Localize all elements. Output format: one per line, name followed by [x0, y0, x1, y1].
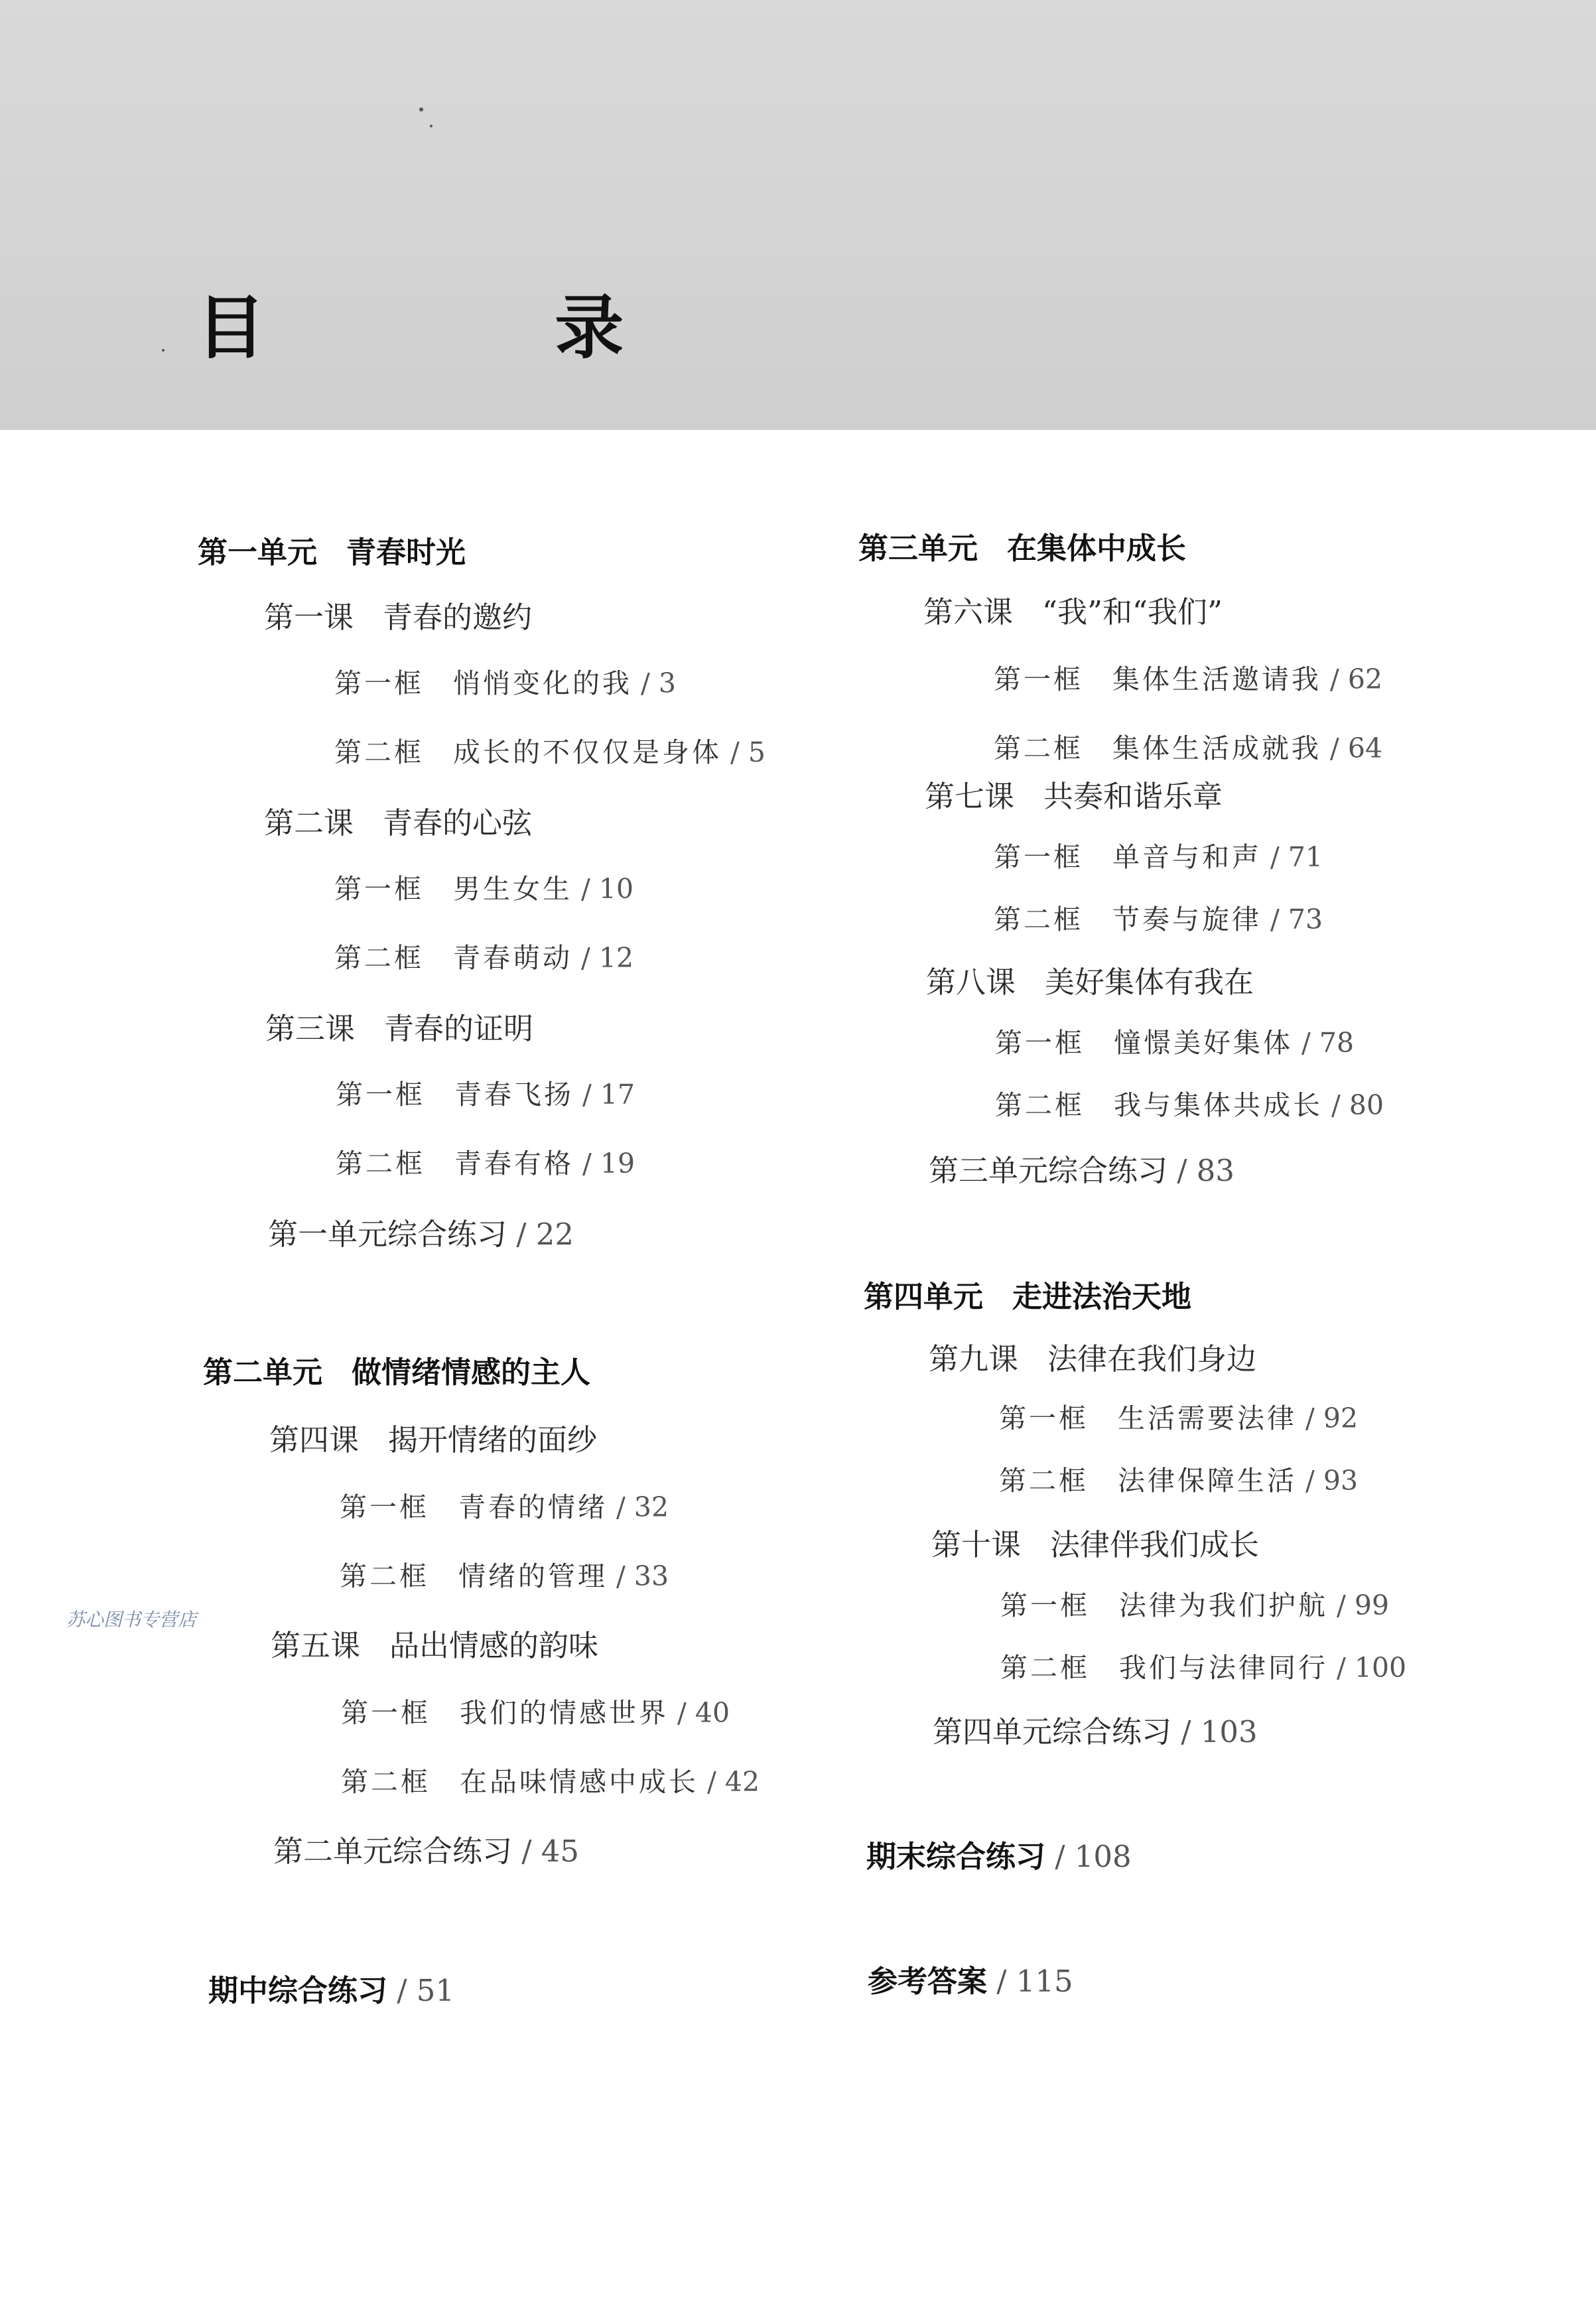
toc-lesson-entry[interactable]	[265, 1011, 534, 1046]
toc-page-number: / 64	[1321, 732, 1383, 764]
toc-frame-title: 集体生活成就我	[1112, 732, 1321, 764]
toc-lesson-entry[interactable]	[264, 805, 533, 841]
toc-lesson-title: 品出情感的韵味	[389, 1628, 599, 1663]
toc-frame-label: 第二框	[336, 1148, 425, 1180]
toc-unit-title: 青春时光	[346, 535, 466, 570]
toc-unit-entry[interactable]	[203, 1355, 591, 1390]
toc-frame-title: 青春的情绪	[458, 1491, 608, 1523]
toc-lesson-entry[interactable]	[271, 1628, 599, 1663]
toc-lesson-title: 法律在我们身边	[1047, 1341, 1257, 1377]
toc-lesson-label: 第四课	[269, 1422, 360, 1457]
toc-unit-title: 在集体中成长	[1007, 531, 1187, 566]
toc-ex-entry[interactable]	[929, 1153, 1235, 1188]
toc-lesson-entry[interactable]	[269, 1422, 598, 1457]
toc-frame-label: 第一框	[340, 1491, 429, 1523]
toc-lesson-title: “我”和“我们”	[1042, 594, 1223, 630]
toc-lesson-label: 第一课	[264, 600, 354, 635]
toc-page-number: / 40	[669, 1697, 730, 1729]
toc-frame-title: 我们与法律同行	[1119, 1652, 1328, 1684]
toc-lesson-label: 第三课	[265, 1011, 356, 1046]
toc-lesson-label: 第八课	[926, 965, 1016, 1000]
toc-ex-title: 第二单元综合练习	[273, 1834, 513, 1869]
toc-lesson-title: 法律伴我们成长	[1050, 1527, 1260, 1562]
toc-frame-entry[interactable]	[340, 1560, 669, 1592]
toc-frame-label: 第二框	[334, 736, 424, 768]
toc-lesson-entry[interactable]	[926, 965, 1254, 1000]
toc-unit-title: 做情绪情感的主人	[352, 1355, 591, 1390]
toc-frame-title: 生活需要法律	[1118, 1402, 1297, 1434]
toc-frame-entry[interactable]	[994, 906, 1323, 933]
toc-frame-entry[interactable]	[334, 667, 676, 699]
toc-frame-label: 第二框	[999, 1465, 1089, 1497]
toc-frame-label: 第一框	[336, 1079, 425, 1111]
toc-page-number: / 71	[1262, 841, 1323, 873]
toc-frame-entry[interactable]	[341, 1766, 760, 1798]
toc-frame-entry[interactable]	[340, 1491, 669, 1523]
toc-unit-label: 第二单元	[203, 1355, 323, 1390]
toc-lesson-entry[interactable]	[931, 1527, 1260, 1562]
toc-frame-title: 憧憬美好集体	[1114, 1027, 1293, 1059]
toc-frame-entry[interactable]	[334, 873, 634, 905]
toc-bold-ex-entry[interactable]	[868, 1964, 1073, 1999]
toc-frame-entry[interactable]	[994, 841, 1323, 873]
toc-frame-title: 节奏与旋律	[1112, 904, 1262, 935]
toc-frame-label: 第二框	[994, 904, 1083, 935]
toc-frame-label: 第一框	[994, 841, 1083, 873]
toc-ex-entry[interactable]	[268, 1217, 574, 1252]
toc-ex-entry[interactable]	[933, 1714, 1258, 1749]
scan-speck	[419, 107, 423, 111]
toc-frame-entry[interactable]	[336, 1081, 635, 1109]
toc-ex-entry[interactable]	[273, 1834, 580, 1869]
toc-frame-label: 第二框	[340, 1560, 429, 1592]
toc-frame-entry[interactable]	[999, 1402, 1359, 1434]
toc-unit-entry[interactable]	[858, 531, 1187, 566]
toc-frame-title: 我与集体共成长	[1114, 1089, 1323, 1121]
toc-frame-label: 第一框	[341, 1697, 431, 1729]
toc-unit-label: 第四单元	[864, 1279, 984, 1314]
toc-frame-title: 集体生活邀请我	[1112, 663, 1321, 695]
toc-frame-label: 第一框	[1000, 1589, 1090, 1621]
toc-page-number: / 33	[608, 1560, 669, 1592]
toc-bold-ex-title: 期中综合练习	[208, 1973, 388, 2008]
scan-speck	[162, 349, 165, 352]
toc-frame-title: 法律为我们护航	[1119, 1589, 1328, 1621]
toc-lesson-title: 青春的心弦	[383, 805, 533, 841]
toc-page-number: / 62	[1321, 663, 1383, 695]
toc-bold-ex-title: 参考答案	[868, 1964, 988, 1999]
toc-page-number: / 17	[574, 1079, 635, 1111]
toc-page-number: / 45	[512, 1834, 580, 1869]
toc-lesson-label: 第六课	[923, 594, 1014, 630]
toc-lesson-label: 第五课	[271, 1628, 361, 1663]
toc-frame-entry[interactable]	[1000, 1589, 1390, 1621]
toc-lesson-label: 第七课	[925, 779, 1015, 814]
toc-frame-label: 第二框	[1000, 1652, 1090, 1684]
toc-lesson-entry[interactable]	[929, 1341, 1257, 1377]
toc-bold-ex-entry[interactable]	[866, 1839, 1132, 1874]
toc-frame-entry[interactable]	[995, 1089, 1384, 1121]
toc-page-number: / 42	[698, 1766, 760, 1798]
toc-page-number: / 78	[1293, 1027, 1355, 1059]
toc-frame-title: 法律保障生活	[1118, 1465, 1297, 1497]
toc-page-number: / 103	[1171, 1714, 1258, 1749]
toc-lesson-title: 共奏和谐乐章	[1043, 779, 1223, 814]
toc-lesson-label: 第十课	[931, 1527, 1022, 1562]
toc-unit-entry[interactable]	[198, 535, 466, 570]
toc-ex-title: 第一单元综合练习	[268, 1217, 507, 1252]
toc-frame-title: 单音与和声	[1112, 841, 1262, 873]
toc-frame-label: 第一框	[995, 1027, 1085, 1059]
toc-page-number: / 19	[574, 1148, 635, 1180]
watermark-text: 苏心图书专营店	[66, 1609, 197, 1631]
toc-frame-entry[interactable]	[336, 1150, 635, 1178]
toc-frame-entry[interactable]	[995, 1027, 1355, 1059]
toc-lesson-title: 青春的证明	[384, 1011, 534, 1046]
toc-frame-entry[interactable]	[334, 736, 765, 768]
toc-frame-entry[interactable]	[994, 732, 1383, 764]
toc-frame-title: 青春有格	[454, 1148, 574, 1180]
toc-frame-entry[interactable]	[341, 1697, 730, 1729]
toc-frame-label: 第二框	[994, 732, 1083, 764]
toc-ex-title: 第四单元综合练习	[933, 1714, 1172, 1749]
toc-page-number: / 92	[1297, 1402, 1359, 1434]
toc-unit-label: 第三单元	[858, 531, 978, 566]
toc-lesson-entry[interactable]	[923, 594, 1223, 630]
toc-unit-entry[interactable]	[864, 1279, 1192, 1314]
toc-page-number: / 83	[1167, 1153, 1235, 1188]
toc-frame-entry[interactable]	[994, 663, 1383, 695]
page-title: 目 录	[196, 287, 757, 368]
toc-frame-title: 情绪的管理	[458, 1560, 608, 1592]
toc-bold-ex-entry[interactable]	[208, 1973, 455, 2008]
toc-page-number: / 80	[1323, 1089, 1384, 1121]
page-header-band	[0, 0, 1596, 430]
toc-page-number: / 3	[632, 667, 676, 699]
toc-frame-label: 第一框	[334, 667, 424, 699]
toc-page-number: / 100	[1328, 1652, 1407, 1684]
toc-page-number: / 10	[572, 873, 634, 905]
toc-page-number: / 108	[1045, 1839, 1132, 1874]
toc-frame-title: 我们的情感世界	[460, 1697, 669, 1729]
toc-frame-entry[interactable]	[1000, 1652, 1407, 1684]
toc-frame-title: 悄悄变化的我	[453, 667, 632, 699]
toc-ex-title: 第三单元综合练习	[929, 1153, 1168, 1188]
toc-frame-title: 成长的不仅仅是身体	[453, 736, 722, 768]
toc-page-number: / 73	[1262, 904, 1323, 935]
toc-page-number: / 93	[1297, 1465, 1359, 1497]
toc-lesson-title: 美好集体有我在	[1045, 965, 1254, 1000]
toc-page-number: / 32	[608, 1491, 669, 1523]
toc-frame-title: 男生女生	[453, 873, 572, 905]
toc-unit-label: 第一单元	[198, 535, 318, 570]
toc-page-number: / 12	[572, 942, 634, 974]
toc-frame-label: 第一框	[999, 1402, 1089, 1434]
toc-lesson-title: 揭开情绪的面纱	[388, 1422, 598, 1457]
scan-speck	[430, 125, 432, 127]
toc-frame-title: 青春飞扬	[454, 1079, 574, 1111]
toc-frame-entry[interactable]	[334, 942, 634, 974]
toc-lesson-label: 第二课	[264, 805, 354, 841]
toc-lesson-entry[interactable]	[925, 779, 1223, 814]
toc-frame-title: 青春萌动	[453, 942, 572, 974]
toc-frame-label: 第二框	[341, 1766, 431, 1798]
toc-unit-title: 走进法治天地	[1012, 1279, 1192, 1314]
toc-bold-ex-title: 期末综合练习	[866, 1839, 1046, 1874]
toc-lesson-title: 青春的邀约	[383, 600, 533, 635]
toc-page-number: / 115	[987, 1964, 1073, 1999]
toc-frame-label: 第二框	[995, 1089, 1085, 1121]
toc-frame-label: 第一框	[334, 873, 424, 905]
toc-lesson-label: 第九课	[929, 1341, 1019, 1377]
toc-page-number: / 51	[387, 1973, 455, 2008]
toc-page-number: / 5	[722, 736, 765, 768]
toc-page-number: / 99	[1328, 1589, 1390, 1621]
toc-frame-label: 第一框	[994, 663, 1083, 695]
toc-frame-entry[interactable]	[999, 1467, 1358, 1495]
toc-frame-label: 第二框	[334, 942, 424, 974]
toc-lesson-entry[interactable]	[264, 600, 533, 635]
toc-page-number: / 22	[507, 1217, 574, 1252]
toc-frame-title: 在品味情感中成长	[460, 1766, 698, 1798]
